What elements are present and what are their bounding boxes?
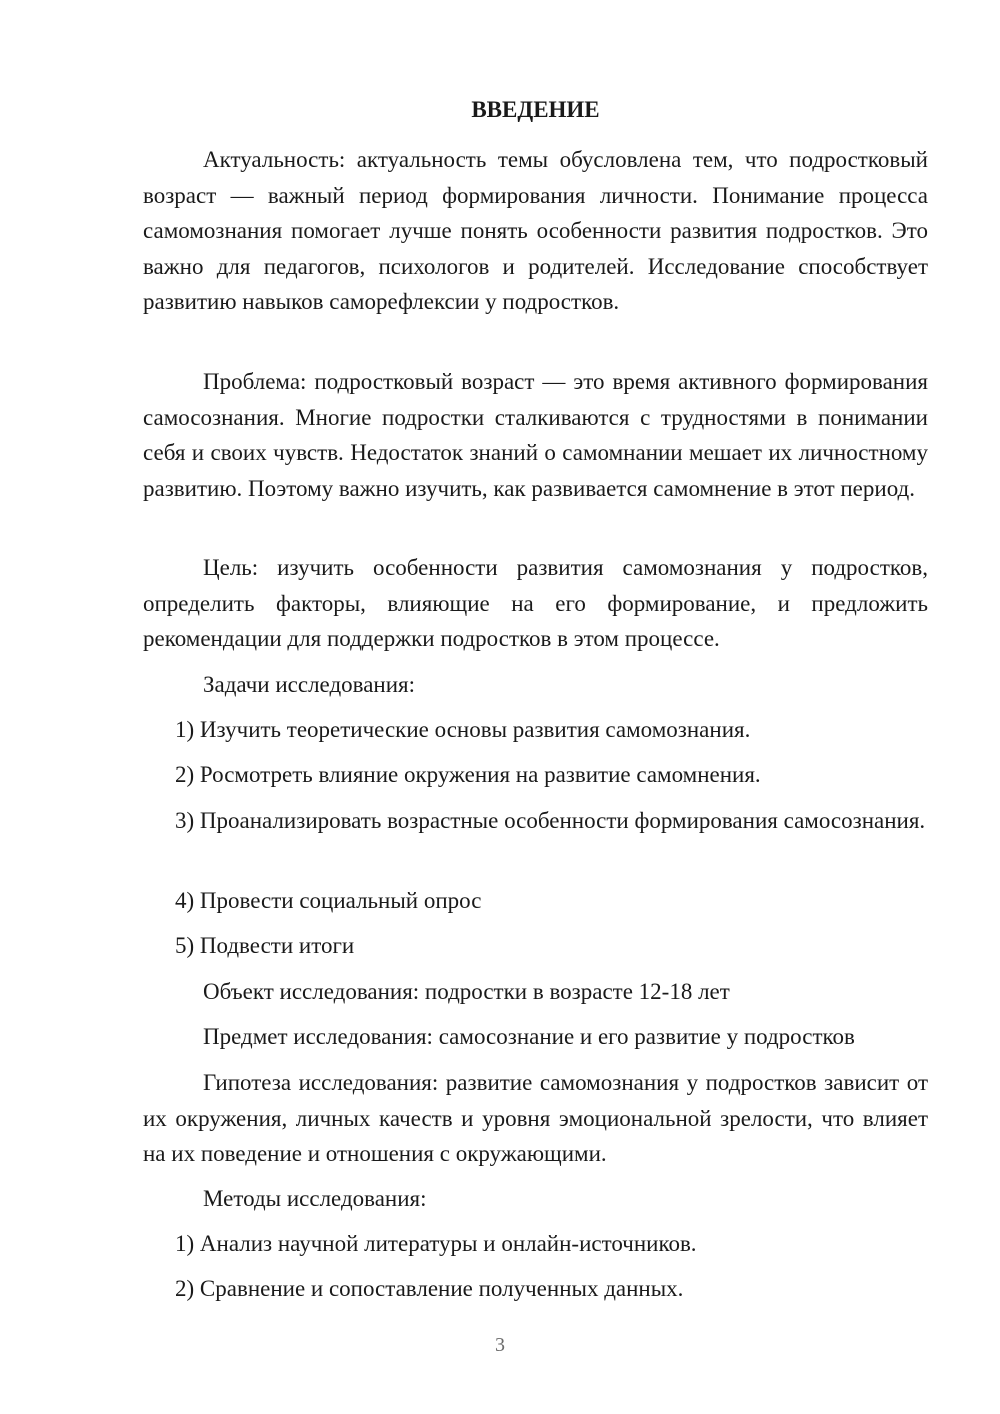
- method-item-2: 2) Сравнение и сопоставление полученных данных.: [175, 1276, 684, 1301]
- task-item-3: 3) Проанализировать возрастные особенности формирования самосознания.: [175, 808, 926, 833]
- tasks-heading: Задачи исследования:: [203, 672, 416, 697]
- task-item-1: 1) Изучить теоретические основы развития самомознания.: [175, 717, 751, 742]
- task-item-2: 2) Росмотреть влияние окружения на развитие самомнения.: [175, 762, 761, 787]
- task-item-4: 4) Провести социальный опрос: [175, 888, 482, 913]
- task-item-5: 5) Подвести итоги: [175, 933, 355, 958]
- methods-heading: Методы исследования:: [203, 1186, 427, 1211]
- research-object: Объект исследования: подростки в возрасте 12-18 лет: [203, 979, 730, 1004]
- hypothesis-paragraph: Гипотеза исследования: развитие самомознания у подростков зависит от их окружения, личных качеств и уровня эмоциональной зрелости, что влияет на их поведение и отношения с окружающими.: [143, 1070, 928, 1166]
- method-item-1: 1) Анализ научной литературы и онлайн-источников.: [175, 1231, 697, 1256]
- problem-paragraph: Проблема: подростковый возраст — это время активного формирования самосознания. Многие подростки сталкиваются с трудностями в понимании себя и своих чувств. Недостаток знаний о самомнании мешает их личностному развитию. Поэтому важно изучить, как развивается самомнение в этот период.: [143, 369, 928, 501]
- section-heading: ВВЕДЕНИЕ: [471, 97, 600, 122]
- research-subject: Предмет исследования: самосознание и его развитие у подростков: [203, 1024, 855, 1049]
- relevance-paragraph: Актуальность: актуальность темы обусловлена тем, что подростковый возраст — важный период формирования личности. Понимание процесса самомознания помогает лучше понять особенности развития подростков. Это важно для педагогов, психологов и родителей. Исследование способствует развитию навыков саморефлексии у подростков.: [143, 147, 928, 314]
- goal-paragraph: Цель: изучить особенности развития самомознания у подростков, определить факторы, влияющие на его формирование, и предложить рекомендации для поддержки подростков в этом процессе.: [143, 555, 928, 651]
- page-number: 3: [495, 1334, 505, 1356]
